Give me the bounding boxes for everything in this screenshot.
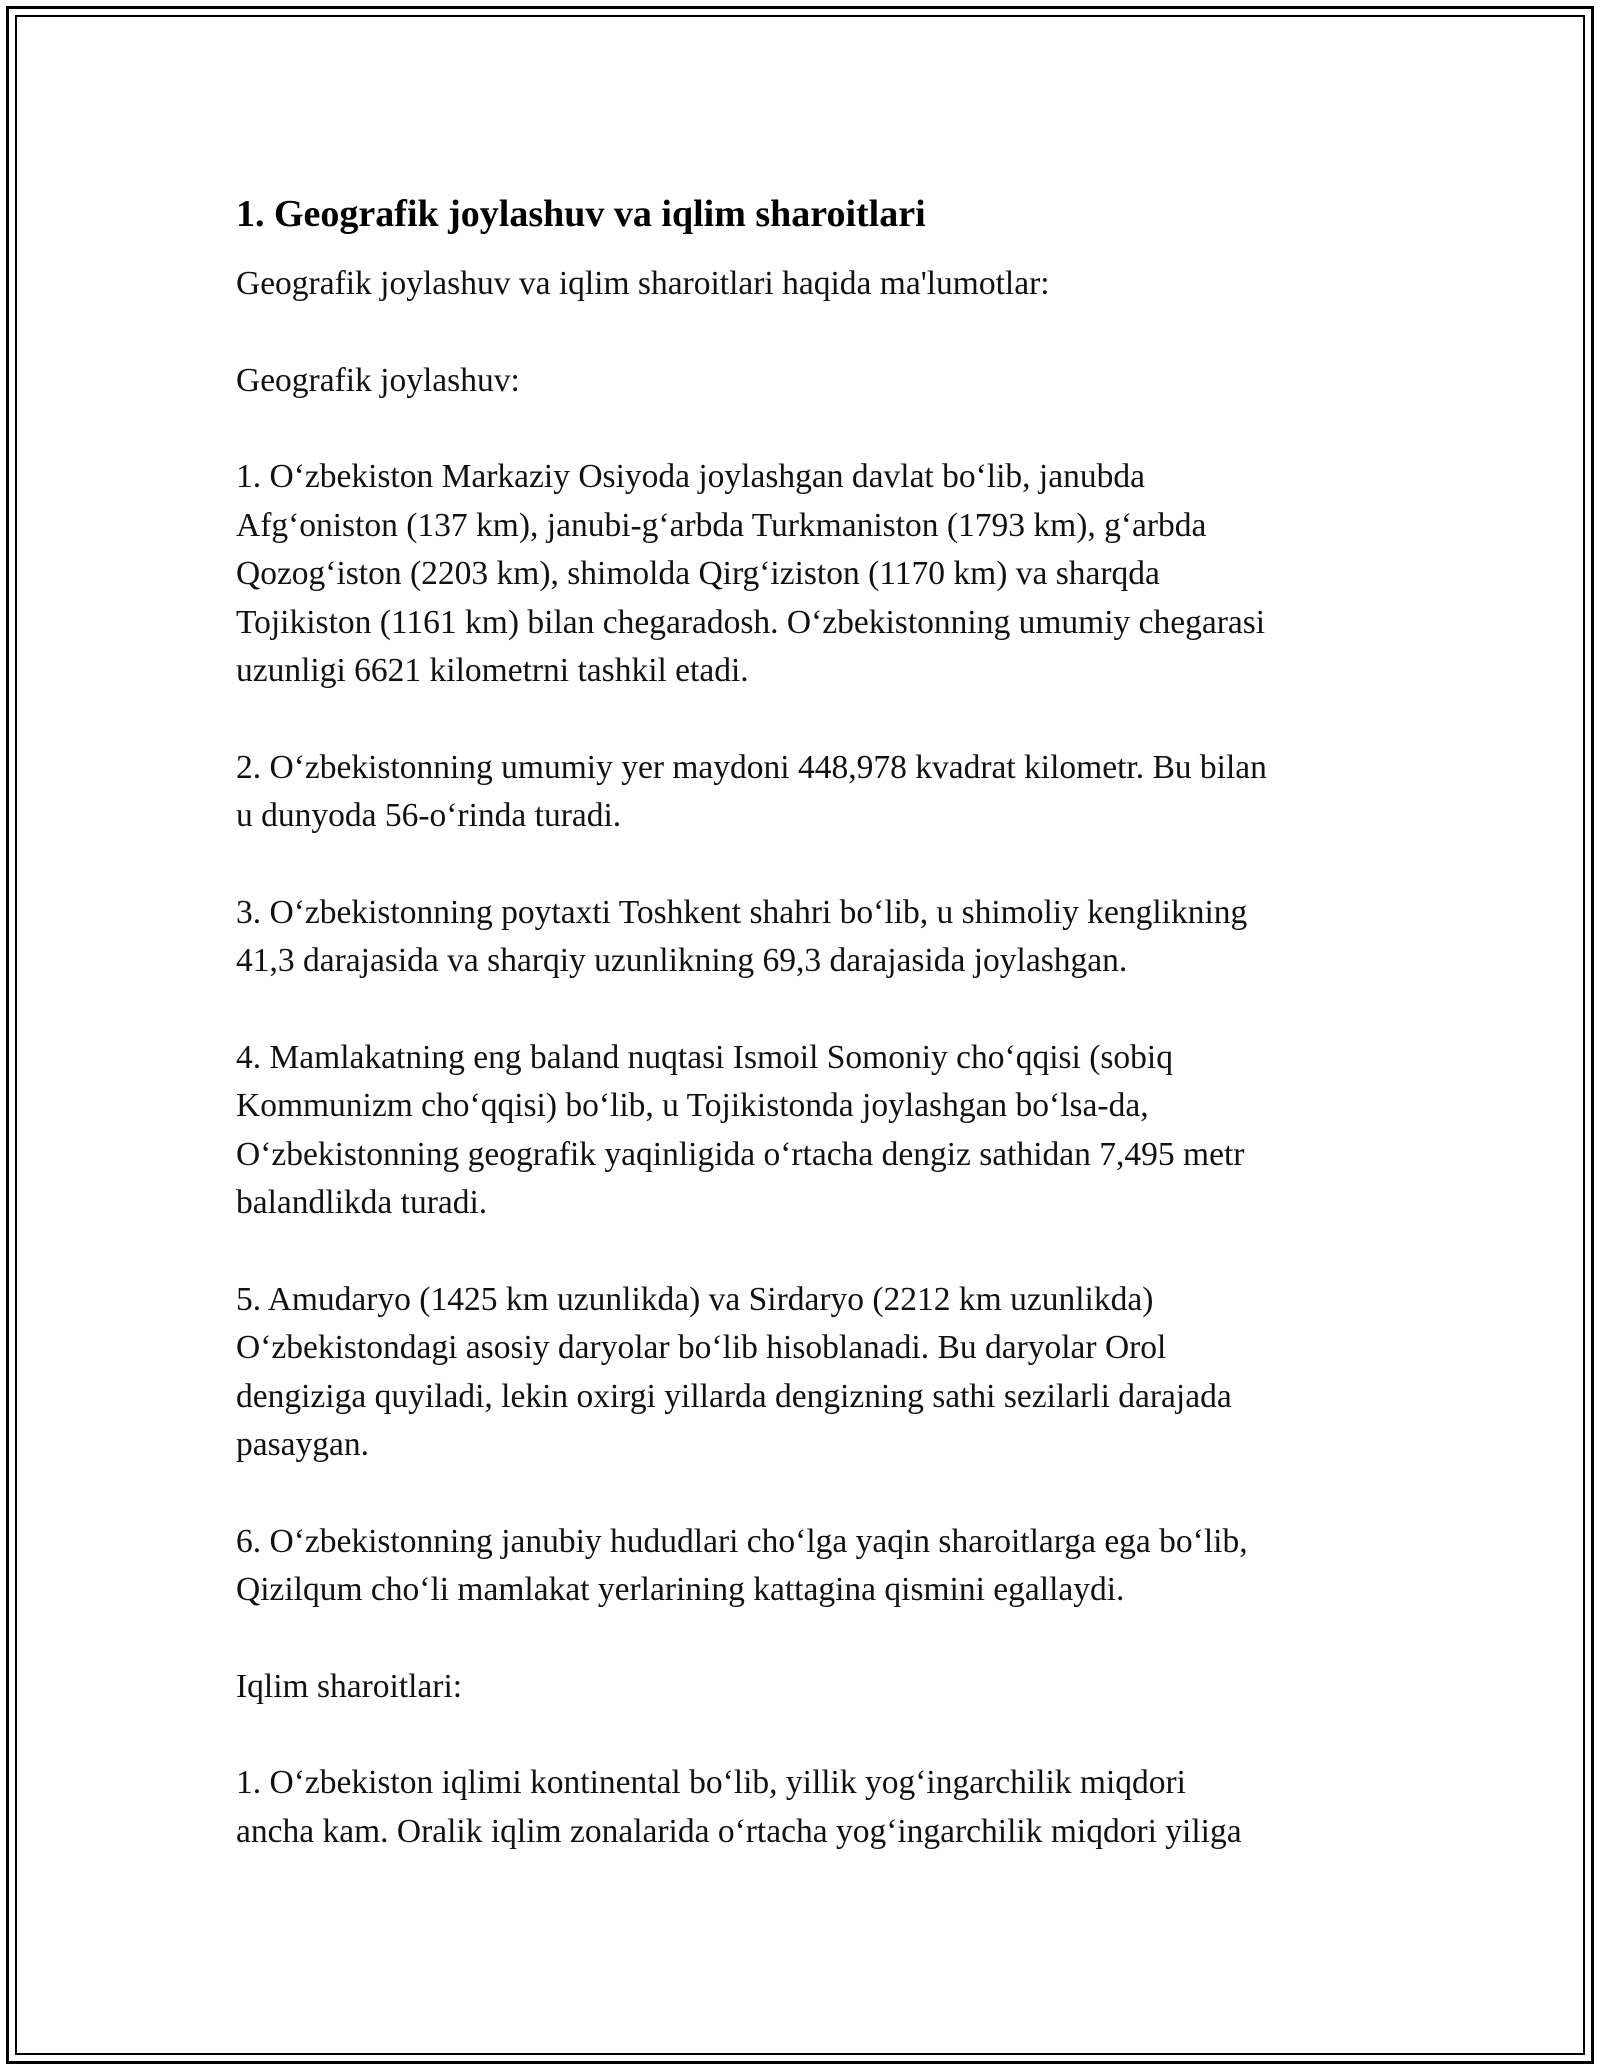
geo-item-4: 4. Mamlakatning eng baland nuqtasi Ismoil Somoniy cho‘qqisi (sobiq Kommunizm cho‘qqisi) bo‘lib, u Tojikistonda joylashgan bo‘lsa-da, O‘zbekistonning geografik yaqinligida o‘rtacha dengiz sathidan 7,495 metr balandlikda turadi. bbox=[236, 1038, 1245, 1221]
intro-paragraph: Geografik joylashuv va iqlim sharoitlari haqida ma'lumotlar: bbox=[236, 265, 1050, 302]
geo-item-1: 1. O‘zbekiston Markaziy Osiyoda joylashgan davlat bo‘lib, janubda Afg‘oniston (137 km), janubi-g‘arbda Turkmaniston (1793 km), g‘arbda Qozog‘iston (2203 km), shimolda Qirg‘iziston (1170 km) va sharqda Tojikiston (1161 km) bilan chegaradosh. O‘zbekistonning umumiy chegarasi uzunligi 6621 kilometrni tashkil etadi. bbox=[236, 458, 1266, 689]
climate-section-title: Iqlim sharoitlari: bbox=[236, 1667, 463, 1705]
geo-item-6: 6. O‘zbekistonning janubiy hududlari cho‘lga yaqin sharoitlarga ega bo‘lib, Qizilqum cho‘li mamlakat yerlarining kattagina qismini egallaydi. bbox=[236, 1522, 1248, 1608]
document-body bbox=[236, 190, 1396, 1904]
section-heading: 1. Geografik joylashuv va iqlim sharoitlari bbox=[236, 193, 926, 235]
geo-item-2: 2. O‘zbekistonning umumiy yer maydoni 448,978 kvadrat kilometr. Bu bilan u dunyoda 56-o‘rinda turadi. bbox=[236, 748, 1267, 834]
climate-item-1: 1. O‘zbekiston iqlimi kontinental bo‘lib, yillik yog‘ingarchilik miqdori ancha kam. Oralik iqlim zonalarida o‘rtacha yog‘ingarchilik miqdori yiliga bbox=[236, 1764, 1242, 1850]
geo-item-3: 3. O‘zbekistonning poytaxti Toshkent shahri bo‘lib, u shimoliy kenglikning 41,3 darajasida va sharqiy uzunlikning 69,3 darajasida joylashgan. bbox=[236, 893, 1248, 979]
geo-section-title: Geografik joylashuv: bbox=[236, 361, 520, 399]
geo-item-5: 5. Amudaryo (1425 km uzunlikda) va Sirdaryo (2212 km uzunlikda) O‘zbekistondagi asosiy daryolar bo‘lib hisoblanadi. Bu daryolar Orol dengiziga quyiladi, lekin oxirgi yillarda dengizning sathi sezilarli darajada pasaygan. bbox=[236, 1280, 1232, 1463]
